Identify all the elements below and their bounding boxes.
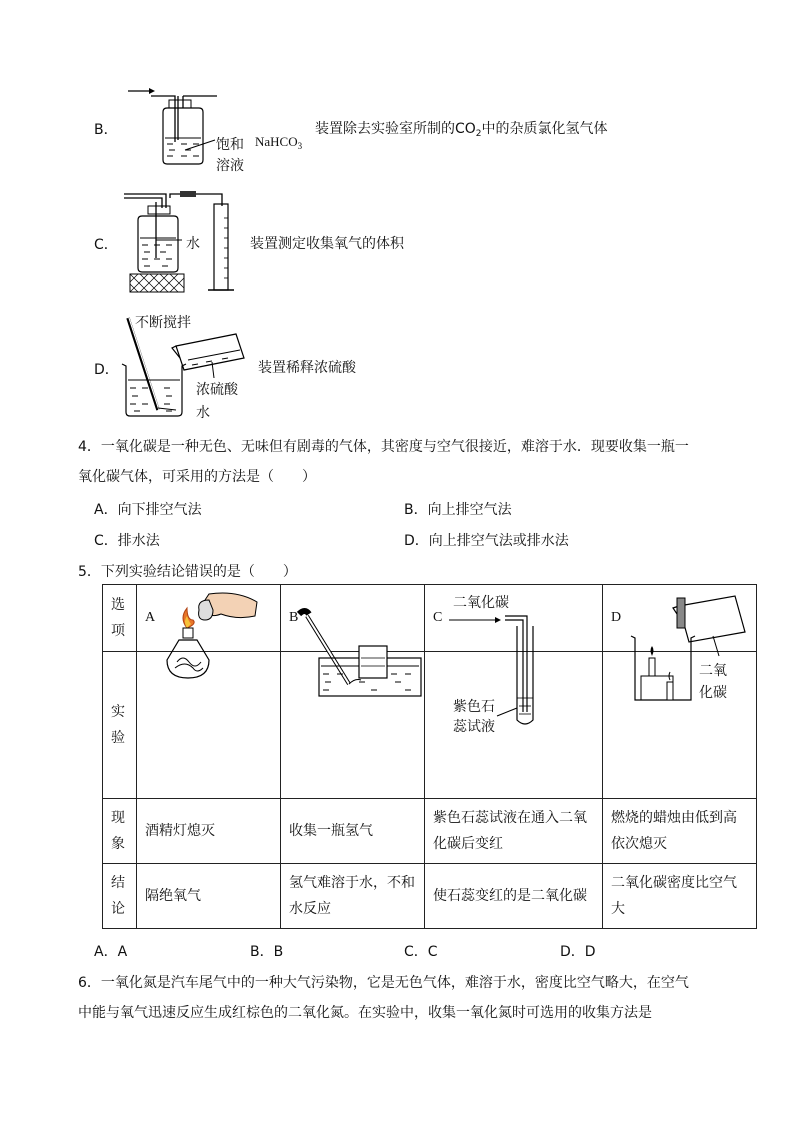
q5-option-c[interactable]: C．C xyxy=(404,944,438,960)
conclusion-label: 结论 xyxy=(111,875,125,917)
water-label: 水 xyxy=(186,236,200,252)
stir-label: 不断搅拌 xyxy=(135,315,191,331)
co2-sub: 2 xyxy=(475,129,482,139)
conclusion-c: 使石蕊变红的是二氧化碳 xyxy=(425,864,603,929)
experiment-b-cell xyxy=(281,652,425,799)
dilute-acid-diagram xyxy=(118,318,258,428)
gas-washing-bottle-diagram xyxy=(125,82,225,182)
option-d-label: D． xyxy=(94,362,119,378)
conclusion-a: 隔绝氧气 xyxy=(137,864,281,929)
gas-collection-image xyxy=(291,608,421,708)
experiment-label-cell xyxy=(103,652,137,799)
water-label-d: 水 xyxy=(196,405,210,421)
conclusion-label-cell xyxy=(103,864,137,929)
table-row xyxy=(103,799,757,864)
experiment-d-cell xyxy=(603,652,757,799)
q4-option-c[interactable]: C．排水法 xyxy=(94,533,160,549)
table-row xyxy=(103,864,757,929)
phenomenon-b: 收集一瓶氢气 xyxy=(281,799,425,864)
nahco3-label xyxy=(255,134,302,151)
litmus-label-1: 紫色石 xyxy=(453,699,495,715)
conclusion-d: 二氧化碳密度比空气大 xyxy=(603,864,757,929)
alcohol-lamp-cap-image xyxy=(157,590,267,700)
option-c-desc: 装置测定收集氧气的体积 xyxy=(250,236,404,252)
solution-label: 溶液 xyxy=(216,158,244,174)
saturated-label: 饱和 xyxy=(216,137,244,153)
phenomenon-label: 现象 xyxy=(111,810,125,852)
col-b-header: B xyxy=(281,585,425,652)
header-label: 选项 xyxy=(111,597,125,639)
experiment-c-cell xyxy=(425,595,603,799)
q4-option-d[interactable]: D．向上排空气法或排水法 xyxy=(404,533,569,549)
q5-table xyxy=(102,584,757,929)
q5-option-a[interactable]: A．A xyxy=(94,944,128,960)
nahco3-sub: 3 xyxy=(297,141,303,151)
q4-stem-line2: 氧化碳气体，可采用的方法是（ ） xyxy=(78,469,316,485)
nahco3-text: NaHCO xyxy=(255,134,298,149)
q4-option-a[interactable]: A．向下排空气法 xyxy=(94,502,202,518)
gas-volume-diagram xyxy=(122,188,242,298)
q4-option-b[interactable]: B．向上排空气法 xyxy=(404,502,512,518)
conc-acid-label: 浓硫酸 xyxy=(196,382,238,398)
col-d-header: D xyxy=(603,585,757,652)
col-c-header: C xyxy=(425,585,603,652)
option-b-desc xyxy=(315,118,608,139)
experiment-label: 实验 xyxy=(111,704,125,746)
col-a-header: A xyxy=(137,585,281,652)
litmus-label-2: 蕊试液 xyxy=(453,719,495,735)
option-b-desc-text-2: 中的杂质氯化氢气体 xyxy=(481,121,608,137)
candle-beaker-image xyxy=(623,596,753,716)
co2-label-c: 二氧化碳 xyxy=(453,595,509,611)
q6-stem-line2: 中能与氧气迅速反应生成红棕色的二氧化氮。在实验中，收集一氧化氮时可选用的收集方法是 xyxy=(78,1005,652,1021)
experiment-a-cell xyxy=(137,652,281,799)
phenomenon-label-cell xyxy=(103,799,137,864)
q5-option-b[interactable]: B．B xyxy=(250,944,284,960)
q6-stem-line1: 6．一氧化氮是汽车尾气中的一种大气污染物，它是无色气体，难溶于水，密度比空气略大，在空气 xyxy=(78,975,689,991)
option-d-desc: 装置稀释浓硫酸 xyxy=(258,360,356,376)
option-b-label: B． xyxy=(94,122,118,138)
conclusion-b: 氢气难溶于水，不和水反应 xyxy=(281,864,425,929)
phenomenon-d: 燃烧的蜡烛由低到高依次熄灭 xyxy=(603,799,757,864)
header-label-cell xyxy=(103,585,137,652)
table-row xyxy=(103,652,757,799)
co2-label-d-1: 二氧 xyxy=(699,663,727,679)
option-b-desc-text: 装置除去实验室所制的CO xyxy=(315,121,476,137)
q5-stem: 5．下列实验结论错误的是（ ） xyxy=(78,564,297,580)
co2-label-d-2: 化碳 xyxy=(699,685,727,701)
q5-option-d[interactable]: D．D xyxy=(560,944,596,960)
q4-stem-line1: 4．一氧化碳是一种无色、无味但有剧毒的气体，其密度与空气很接近，难溶于水．现要收集一瓶一 xyxy=(78,439,689,455)
phenomenon-c: 紫色石蕊试液在通入二氧化碳后变红 xyxy=(425,799,603,864)
phenomenon-a: 酒精灯熄灭 xyxy=(137,799,281,864)
option-c-label: C． xyxy=(94,237,118,253)
